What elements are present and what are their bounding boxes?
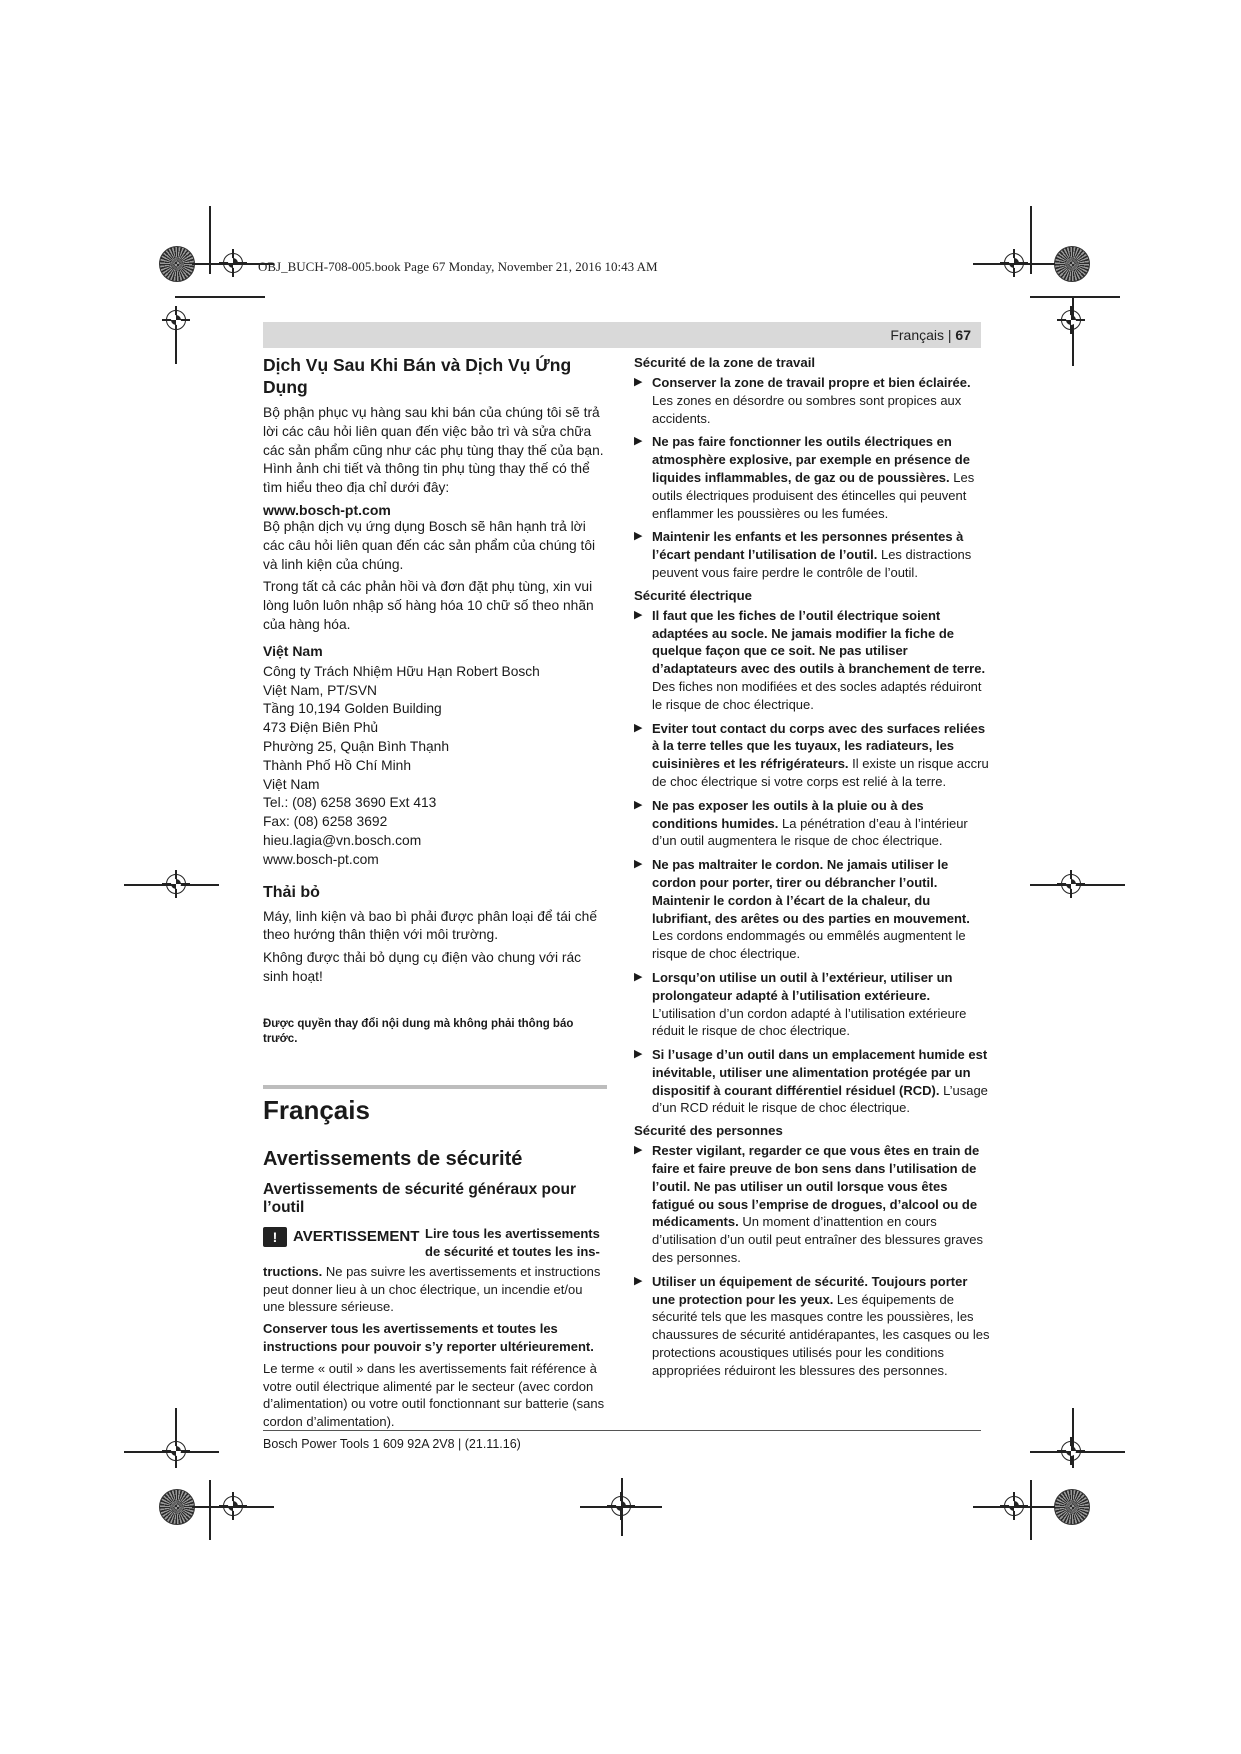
keep-warnings-note [263, 1320, 607, 1356]
bullet-icon: ▶ [634, 1144, 643, 1157]
item-bold: Lorsqu’on utilise un outil à l’extérieur, utiliser un prolongateur adapté à l’utilisation extérieure. [652, 969, 953, 1003]
email-link[interactable]: hieu.lagia@vn.bosch.com [263, 832, 422, 848]
page-footer: Bosch Power Tools 1 609 92A 2V8 | (21.11.16) [263, 1437, 521, 1451]
list-item [634, 528, 990, 581]
list-item [634, 1046, 990, 1117]
address-line: Phường 25, Quận Bình Thạnh [263, 738, 450, 754]
bullet-icon: ▶ [634, 858, 643, 871]
section-personal [634, 1123, 990, 1379]
list-item [634, 607, 990, 714]
bullet-icon: ▶ [634, 530, 643, 543]
website-link[interactable]: www.bosch-pt.com [263, 851, 379, 867]
address-line: Fax: (08) 6258 3692 [263, 814, 388, 830]
vi-paragraph: Trong tất cả các phản hồi và đơn đặt phụ tùng, xin vui lòng luôn luôn nhập số hàng hóa 10 chữ số theo nhãn của hàng hóa. [263, 579, 594, 632]
registration-mark-icon [1057, 1437, 1085, 1465]
item-text: L’utilisation d’un cordon adapté à l’utilisation extérieure réduit le risque de choc électrique. [652, 1005, 967, 1039]
item-bold: Utiliser un équipement de sécurité. Toujours porter une protection pour les yeux. [652, 1273, 968, 1307]
section-heading: Sécurité électrique [634, 587, 753, 603]
color-wheel-icon [1054, 1489, 1090, 1525]
warning-triangle-icon: ! [263, 1227, 287, 1247]
item-text: Les équipements de sécurité tels que les masques contre les poussières, les chaussures de sécurité antidérapantes, les casques ou les protections acoustiques utilisés pour les conditions appropriées réduiront les blessures des personnes. [652, 1291, 990, 1378]
address-line: 473 Điện Biên Phủ [263, 720, 379, 736]
warning-word: AVERTISSEMENT [293, 1228, 420, 1246]
bullet-icon: ▶ [634, 435, 643, 448]
address-line: Việt Nam [263, 776, 320, 792]
warning-block [263, 1225, 607, 1263]
general-warnings-heading: Avertissements de sécurité généraux pour l’outil [263, 1180, 576, 1216]
page-header [263, 322, 981, 348]
vi-url[interactable]: www.bosch-pt.com [263, 501, 391, 518]
section-title-francais: Français [263, 1085, 607, 1126]
page-number: 67 [955, 327, 971, 343]
bullet-icon: ▶ [634, 970, 643, 983]
registration-mark-icon [1057, 870, 1085, 898]
vi-paragraph: Bộ phận dịch vụ ứng dụng Bosch sẽ hân hạnh trả lời các câu hỏi liên quan đến các sản phẩm của chúng tôi và linh kiện của chúng. [263, 518, 596, 572]
page-language: Français [890, 327, 944, 343]
item-text: Un moment d’inattention en cours d’utilisation d’un outil peut entraîner des blessures graves des personnes. [652, 1214, 983, 1266]
item-text: Des fiches non modifiées et des socles adaptés réduiront le risque de choc électrique. [652, 678, 982, 712]
vi-paragraph: Bộ phận phục vụ hàng sau khi bán của chúng tôi sẽ trả lời các câu hỏi liên quan đến việc bảo trì và sửa chữa các sản phẩm cũng như các phụ tùng thay thế của bạn. Hình ảnh chi tiết và thông tin phụ tùng thay thế có thể tìm hiểu theo địa chỉ dưới đây: [263, 405, 604, 496]
term-definition: Le terme « outil » dans les avertissements fait référence à votre outil électrique alimenté par le secteur (avec cordon d’alimentation) ou votre outil fonctionnant sur batterie (sans cordon d’alimentation). [263, 1360, 605, 1430]
warning-lead: Lire tous les avertissements de sécurité et toutes les ins- [425, 1225, 600, 1259]
item-bold: Ne pas maltraiter le cordon. Ne jamais utiliser le cordon pour porter, tirer ou débrancher l’outil. Maintenir le cordon à l’écart de la chaleur, du lubrifiant, des arêtes ou des parties en mouvement. [652, 857, 970, 926]
list-item [634, 1142, 990, 1267]
item-bold: Conserver la zone de travail propre et bien éclairée. [652, 375, 971, 390]
book-header: OBJ_BUCH-708-005.book Page 67 Monday, November 21, 2016 10:43 AM [258, 259, 658, 274]
registration-mark-icon [1057, 306, 1085, 334]
vi-country-heading: Việt Nam [263, 642, 323, 659]
left-column [263, 354, 607, 1435]
registration-mark-icon [162, 870, 190, 898]
list-item [634, 374, 990, 427]
warning-continuation [263, 1263, 607, 1316]
registration-mark-icon [162, 1437, 190, 1465]
item-bold: Il faut que les fiches de l’outil électrique soient adaptées au socle. Ne jamais modifier la fiche de quelque façon que ce soit. Ne pas utiliser d’adaptateurs avec des outils à branchement de terre. [652, 607, 986, 677]
list-item [634, 797, 990, 850]
warning-badge [263, 1227, 419, 1247]
vi-paragraph: Không được thải bỏ dụng cụ điện vào chung với rác sinh hoạt! [263, 950, 582, 984]
section-heading: Sécurité de la zone de travail [634, 355, 816, 370]
bullet-icon: ▶ [634, 721, 643, 734]
list-item [634, 433, 990, 522]
item-bold: Eviter tout contact du corps avec des surfaces reliées à la terre telles que les tuyaux, les radiateurs, les cuisinières et les réfrigérateurs. [652, 720, 986, 772]
list-item [634, 856, 990, 963]
bullet-icon: ▶ [634, 1048, 643, 1061]
bullet-icon: ▶ [634, 1274, 643, 1287]
right-column [634, 355, 990, 1386]
color-wheel-icon [159, 246, 195, 282]
item-text: Les outils électriques produisent des étincelles qui peuvent enflammer les poussières ou les fumées. [652, 469, 975, 521]
keep-warnings-text: Conserver tous les avertissements et toutes les instructions pour pouvoir s’y reporter ultérieurement. [263, 1321, 594, 1354]
color-wheel-icon [1054, 246, 1090, 282]
list-item [634, 720, 990, 791]
vi-paragraph: Máy, linh kiện và bao bì phải được phân loại để tái chế theo hướng thân thiện với môi trường. [263, 908, 598, 943]
bullet-icon: ▶ [634, 376, 643, 388]
item-text: L’usage d’un RCD réduit le risque de choc électrique. [652, 1082, 988, 1116]
section-heading: Sécurité des personnes [634, 1123, 783, 1139]
item-text: Les cordons endommagés ou emmêlés augmentent le risque de choc électrique. [652, 928, 966, 962]
item-bold: Ne pas faire fonctionner les outils électriques en atmosphère explosive, par exemple en présence de liquides inflammables, de gaz ou de poussières. [652, 434, 970, 485]
page-header-label: Français | 67 [890, 327, 971, 343]
list-item [634, 1273, 990, 1380]
item-bold: Si l’usage d’un outil dans un emplacement humide est inévitable, utiliser une alimentation protégée par un dispositif à courant différentiel résiduel (RCD). [652, 1047, 988, 1098]
item-text: Les distractions peuvent vous faire perdre le contrôle de l’outil. [652, 547, 972, 580]
bullet-icon: ▶ [634, 608, 643, 621]
vi-address [263, 663, 607, 870]
address-line: Tầng 10,194 Golden Building [263, 701, 442, 717]
item-text: La pénétration d’eau à l’intérieur d’un outil augmentera le risque de choc électrique. [652, 815, 968, 849]
registration-mark-icon [162, 306, 190, 334]
item-bold: Rester vigilant, regarder ce que vous êtes en train de faire et faire preuve de bon sens dans l’utilisation de l’outil. Ne pas utiliser un outil lorsque vous êtes fatigué ou sous l’emprise de drogues, d’alcool ou de médicaments. [652, 1143, 980, 1230]
address-line: Công ty Trách Nhiệm Hữu Hạn Robert Bosch [263, 663, 540, 679]
bullet-icon: ▶ [634, 798, 643, 811]
address-line: Thành Phố Hồ Chí Minh [263, 757, 412, 773]
item-text: Les zones en désordre ou sombres sont propices aux accidents. [652, 392, 962, 426]
address-line: Việt Nam, PT/SVN [263, 682, 377, 698]
warning-continuation-text: Ne pas suivre les avertissements et instructions peut donner lieu à un choc électrique, un incendie et/ou une blessure sérieuse. [263, 1263, 601, 1315]
color-wheel-icon [159, 1489, 195, 1525]
item-bold: Ne pas exposer les outils à la pluie ou à des conditions humides. [652, 797, 924, 831]
address-line: Tel.: (08) 6258 3690 Ext 413 [263, 795, 437, 811]
safety-warnings-heading: Avertissements de sécurité [263, 1147, 523, 1170]
list-item [634, 969, 990, 1040]
vi-change-note: Được quyền thay đổi nội dung mà không phải thông báo trước. [263, 1017, 574, 1045]
section-electrical [634, 588, 990, 1118]
vi-service-heading: Dịch Vụ Sau Khi Bán và Dịch Vụ Ứng Dụng [263, 355, 572, 397]
section-work-area [634, 355, 990, 582]
warning-continuation-bold: tructions. [263, 1263, 323, 1279]
footer-divider [263, 1430, 981, 1431]
vi-disposal-heading: Thải bỏ [263, 883, 320, 901]
item-text: Il existe un risque accru de choc électrique si votre corps est relié à la terre. [652, 756, 989, 789]
item-bold: Maintenir les enfants et les personnes présentes à l’écart pendant l’utilisation de l’outil. [652, 529, 964, 563]
